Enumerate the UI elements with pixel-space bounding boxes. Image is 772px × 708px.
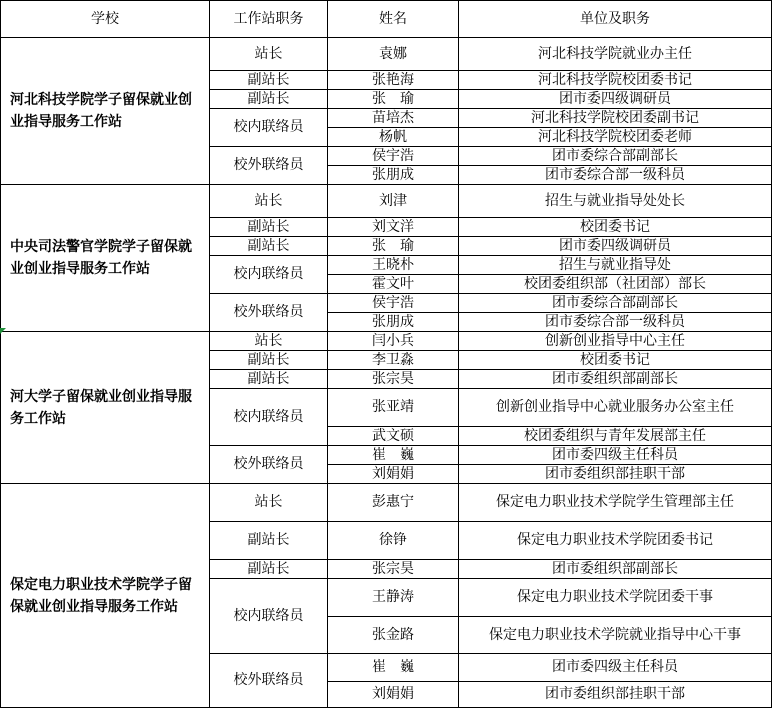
name-cell[interactable]: 刘娟娟 bbox=[328, 682, 459, 708]
name-cell[interactable]: 张金路 bbox=[328, 617, 459, 654]
role-cell[interactable]: 站长 bbox=[210, 484, 328, 522]
unit-cell[interactable]: 团市委四级主任科员 bbox=[459, 654, 772, 682]
role-cell[interactable]: 校外联络员 bbox=[210, 147, 328, 185]
role-cell[interactable]: 副站长 bbox=[210, 522, 328, 560]
school-cell[interactable] bbox=[1, 484, 210, 708]
name-cell[interactable]: 袁娜 bbox=[328, 38, 459, 71]
role-cell[interactable]: 校内联络员 bbox=[210, 389, 328, 446]
unit-cell[interactable]: 创新创业指导中心主任 bbox=[459, 332, 772, 351]
unit-cell[interactable]: 团市委组织部挂职干部 bbox=[459, 682, 772, 708]
unit-cell[interactable]: 校团委书记 bbox=[459, 351, 772, 370]
unit-cell[interactable]: 团市委四级调研员 bbox=[459, 90, 772, 109]
unit-cell[interactable]: 保定电力职业技术学院团委干事 bbox=[459, 579, 772, 617]
unit-cell[interactable]: 团市委四级主任科员 bbox=[459, 446, 772, 465]
unit-cell[interactable]: 团市委组织部副部长 bbox=[459, 560, 772, 579]
school-cell[interactable] bbox=[1, 38, 210, 185]
unit-cell[interactable]: 团市委组织部挂职干部 bbox=[459, 465, 772, 484]
unit-cell[interactable]: 团市委组织部副部长 bbox=[459, 370, 772, 389]
role-cell[interactable]: 校内联络员 bbox=[210, 109, 328, 147]
unit-cell[interactable]: 校团委组织部（社团部）部长 bbox=[459, 275, 772, 294]
role-cell[interactable]: 校内联络员 bbox=[210, 579, 328, 654]
unit-cell[interactable]: 团市委四级调研员 bbox=[459, 237, 772, 256]
unit-cell[interactable]: 保定电力职业技术学院团委书记 bbox=[459, 522, 772, 560]
table-row bbox=[1, 332, 772, 351]
unit-cell[interactable]: 校团委书记 bbox=[459, 218, 772, 237]
role-cell[interactable]: 副站长 bbox=[210, 218, 328, 237]
role-cell[interactable]: 副站长 bbox=[210, 90, 328, 109]
name-cell[interactable]: 侯宇浩 bbox=[328, 294, 459, 313]
unit-cell[interactable]: 团市委综合部一级科员 bbox=[459, 166, 772, 185]
role-cell[interactable]: 校外联络员 bbox=[210, 446, 328, 484]
unit-cell[interactable]: 校团委组织与青年发展部主任 bbox=[459, 427, 772, 446]
name-cell[interactable]: 张艳海 bbox=[328, 71, 459, 90]
school-cell[interactable] bbox=[1, 332, 210, 484]
name-cell[interactable]: 张宗昊 bbox=[328, 370, 459, 389]
unit-cell[interactable]: 创新创业指导中心就业服务办公室主任 bbox=[459, 389, 772, 427]
name-cell[interactable]: 徐铮 bbox=[328, 522, 459, 560]
name-cell[interactable]: 王静涛 bbox=[328, 579, 459, 617]
unit-cell[interactable]: 河北科技学院校团委副书记 bbox=[459, 109, 772, 128]
role-cell[interactable]: 副站长 bbox=[210, 560, 328, 579]
name-cell[interactable]: 刘津 bbox=[328, 185, 459, 218]
role-cell[interactable]: 副站长 bbox=[210, 71, 328, 90]
role-cell[interactable]: 副站长 bbox=[210, 351, 328, 370]
school-cell[interactable] bbox=[1, 185, 210, 332]
school-name: 保定电力职业技术学院学子留保就业创业指导服务工作站 bbox=[10, 576, 192, 615]
role-cell[interactable]: 站长 bbox=[210, 185, 328, 218]
unit-cell[interactable]: 团市委综合部副部长 bbox=[459, 147, 772, 166]
unit-cell[interactable]: 河北科技学院校团委老师 bbox=[459, 128, 772, 147]
school-name: 河北科技学院学子留保就业创业指导服务工作站 bbox=[10, 92, 192, 130]
school-name: 中央司法警官学院学子留保就业创业指导服务工作站 bbox=[10, 239, 192, 277]
role-cell[interactable]: 校内联络员 bbox=[210, 256, 328, 294]
header-role[interactable]: 工作站职务 bbox=[210, 1, 328, 38]
name-cell[interactable]: 侯宇浩 bbox=[328, 147, 459, 166]
table-row bbox=[1, 484, 772, 522]
role-cell[interactable]: 校外联络员 bbox=[210, 654, 328, 708]
name-cell[interactable]: 张朋成 bbox=[328, 166, 459, 185]
unit-cell[interactable]: 团市委综合部副部长 bbox=[459, 294, 772, 313]
unit-cell[interactable]: 招生与就业指导处处长 bbox=[459, 185, 772, 218]
name-cell[interactable]: 张宗昊 bbox=[328, 560, 459, 579]
name-cell[interactable]: 崔 巍 bbox=[328, 654, 459, 682]
comment-marker-icon bbox=[0, 328, 6, 334]
name-cell[interactable]: 张亚靖 bbox=[328, 389, 459, 427]
unit-cell[interactable]: 招生与就业指导处 bbox=[459, 256, 772, 275]
unit-cell[interactable]: 保定电力职业技术学院就业指导中心干事 bbox=[459, 617, 772, 654]
name-cell[interactable]: 霍文叶 bbox=[328, 275, 459, 294]
table-row bbox=[1, 185, 772, 218]
name-cell[interactable]: 张 瑜 bbox=[328, 237, 459, 256]
name-cell[interactable]: 刘娟娟 bbox=[328, 465, 459, 484]
school-name: 河大学子留保就业创业指导服务工作站 bbox=[10, 388, 192, 427]
name-cell[interactable]: 苗培杰 bbox=[328, 109, 459, 128]
name-cell[interactable]: 张 瑜 bbox=[328, 90, 459, 109]
header-name[interactable]: 姓名 bbox=[328, 1, 459, 38]
name-cell[interactable]: 彭惠宁 bbox=[328, 484, 459, 522]
name-cell[interactable]: 李卫淼 bbox=[328, 351, 459, 370]
unit-cell[interactable]: 河北科技学院就业办主任 bbox=[459, 38, 772, 71]
name-cell[interactable]: 武文硕 bbox=[328, 427, 459, 446]
name-cell[interactable]: 闫小兵 bbox=[328, 332, 459, 351]
unit-cell[interactable]: 河北科技学院校团委书记 bbox=[459, 71, 772, 90]
role-cell[interactable]: 校外联络员 bbox=[210, 294, 328, 332]
role-cell[interactable]: 副站长 bbox=[210, 237, 328, 256]
name-cell[interactable]: 杨帆 bbox=[328, 128, 459, 147]
unit-cell[interactable]: 团市委综合部一级科员 bbox=[459, 313, 772, 332]
header-row bbox=[1, 1, 772, 38]
name-cell[interactable]: 崔 巍 bbox=[328, 446, 459, 465]
name-cell[interactable]: 刘文洋 bbox=[328, 218, 459, 237]
name-cell[interactable]: 张朋成 bbox=[328, 313, 459, 332]
role-cell[interactable]: 站长 bbox=[210, 332, 328, 351]
role-cell[interactable]: 站长 bbox=[210, 38, 328, 71]
name-cell[interactable]: 王晓朴 bbox=[328, 256, 459, 275]
unit-cell[interactable]: 保定电力职业技术学院学生管理部主任 bbox=[459, 484, 772, 522]
table-row bbox=[1, 38, 772, 71]
header-unit[interactable]: 单位及职务 bbox=[459, 1, 772, 38]
header-school[interactable]: 学校 bbox=[1, 1, 210, 38]
role-cell[interactable]: 副站长 bbox=[210, 370, 328, 389]
